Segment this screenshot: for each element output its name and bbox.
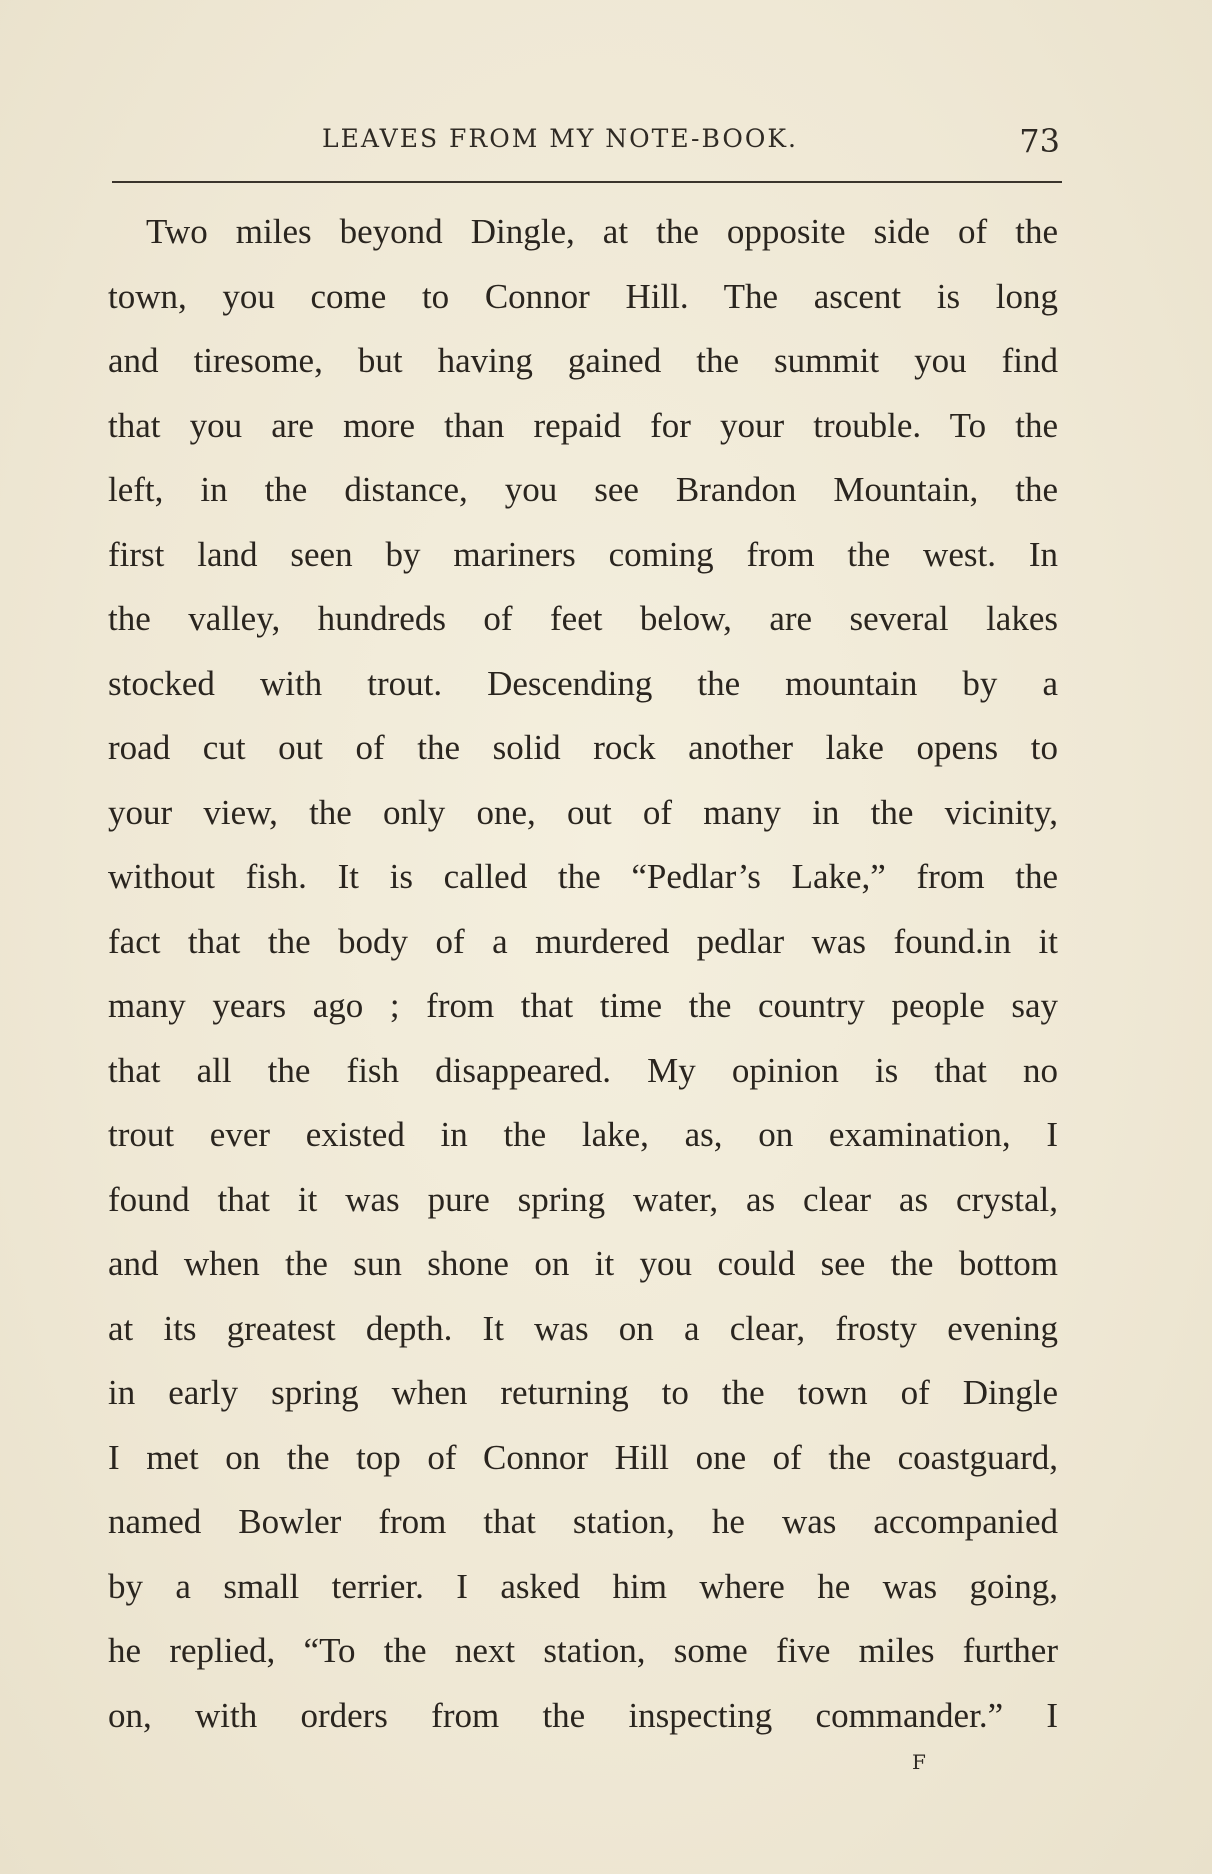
page-number: 73 <box>1019 122 1060 160</box>
text-line: stocked with trout. Descending the mountain by a <box>108 663 1058 703</box>
text-line: first land seen by mariners coming from the west. In <box>108 534 1058 574</box>
text-line: trout ever existed in the lake, as, on examination, I <box>108 1115 1058 1154</box>
text-line: that you are more than repaid for your trouble. To the <box>108 405 1058 445</box>
text-line: road cut out of the solid rock another lake opens to <box>108 728 1058 767</box>
body-text <box>108 200 1058 1748</box>
header-rule <box>112 181 1062 183</box>
text-line: at its greatest depth. It was on a clear, frosty evening <box>108 1308 1058 1348</box>
text-line: he replied, “To the next station, some five miles further <box>108 1631 1058 1670</box>
running-head: LEAVES FROM MY NOTE-BOOK. <box>322 124 798 153</box>
text-line: in early spring when returning to the town of Dingle <box>108 1373 1058 1412</box>
text-line: without fish. It is called the “Pedlar’s Lake,” from the <box>108 857 1058 896</box>
text-line: and tiresome, but having gained the summit you find <box>108 341 1058 380</box>
text-line: many years ago ; from that time the country people say <box>108 986 1058 1025</box>
text-line: Two miles beyond Dingle, at the opposite side of the <box>146 212 1058 251</box>
text-line: your view, the only one, out of many in the vicinity, <box>108 792 1058 832</box>
text-line: that all the fish disappeared. My opinion is that no <box>108 1050 1058 1090</box>
signature-mark: F <box>912 1750 926 1774</box>
text-line: and when the sun shone on it you could see the bottom <box>108 1244 1058 1283</box>
text-line: left, in the distance, you see Brandon Mountain, the <box>108 470 1058 509</box>
text-line: found that it was pure spring water, as clear as crystal, <box>108 1179 1058 1219</box>
text-line: fact that the body of a murdered pedlar was found.in it <box>108 921 1058 961</box>
page-header <box>110 118 1062 178</box>
text-line: by a small terrier. I asked him where he was going, <box>108 1566 1058 1606</box>
text-line: the valley, hundreds of feet below, are several lakes <box>108 599 1058 638</box>
text-line: town, you come to Connor Hill. The ascent is long <box>108 276 1058 316</box>
text-line: on, with orders from the inspecting commander.” I <box>108 1695 1058 1735</box>
text-line: named Bowler from that station, he was accompanied <box>108 1502 1058 1541</box>
text-line: I met on the top of Connor Hill one of the coastguard, <box>108 1437 1058 1477</box>
